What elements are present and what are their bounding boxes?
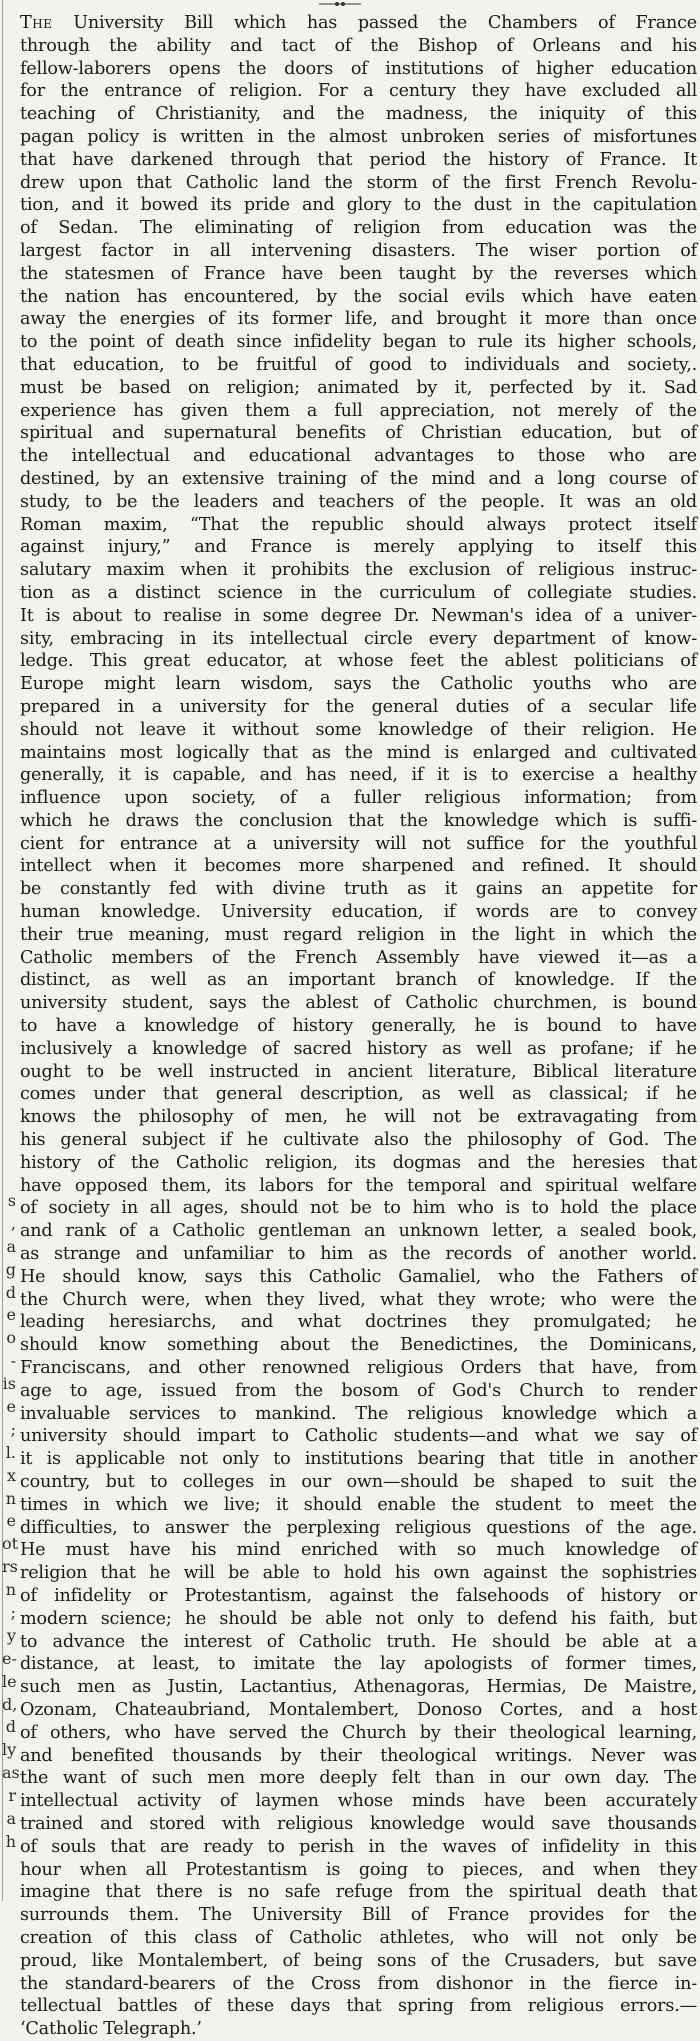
article-body — [20, 12, 697, 2041]
article-line: times in which we live; it should enable the student to meet the — [20, 1494, 697, 1515]
gutter-fragment: as — [2, 1763, 20, 1783]
adjacent-column-fragments — [2, 1190, 20, 1854]
article-line: ‘Catholic Telegraph.’ — [20, 2019, 202, 2040]
article-line: leading heresiarchs, and what doctrines they promulgated; he — [20, 1312, 697, 1333]
article-line: such men as Justin, Lactantius, Athenagoras, Hermias, De Maistre, — [20, 1677, 697, 1698]
article-line: spiritual and supernatural benefits of Christian education, but of — [20, 423, 697, 444]
gutter-fragment: a — [6, 1236, 16, 1256]
article-line: of society in all ages, should not be to him who is to hold the place — [20, 1198, 697, 1219]
article-line: cient for entrance at a university will not suffice for the youthful — [20, 833, 697, 854]
article-line: distance, at least, to imitate the lay apologists of former times, — [20, 1654, 697, 1675]
article-line: intellect when it becomes more sharpened and refined. It should — [20, 856, 697, 877]
gutter-fragment: d, — [2, 1694, 18, 1714]
article-line: tellectual battles of these days that spring from religious errors.— — [20, 1996, 697, 2017]
gutter-fragment: h — [5, 1831, 16, 1851]
gutter-fragment: e — [6, 1397, 16, 1417]
article-line: He should know, says this Catholic Gamaliel, who the Fathers of — [20, 1266, 697, 1287]
article-line: human knowledge. University education, if words are to convey — [20, 902, 697, 923]
article-line: modern science; he should be able not only to defend his faith, but — [20, 1608, 697, 1629]
article-line: He must have his mind enriched with so much knowledge of — [20, 1540, 697, 1561]
article-line: have opposed them, its labors for the temporal and spiritual welfare — [20, 1175, 697, 1196]
article-line: Catholic members of the French Assembly have viewed it—as a — [20, 947, 697, 968]
gutter-fragment: o — [6, 1328, 16, 1348]
article-line: should not leave it without some knowledge of their religion. He — [20, 719, 697, 740]
article-line — [20, 12, 697, 35]
article-line: destined, by an extensive training of the mind and a long course of — [20, 468, 697, 489]
article-line: be constantly fed with divine truth as it gains an appetite for — [20, 879, 697, 900]
gutter-fragment: le — [2, 1671, 17, 1691]
article-line: Roman maxim, “That the republic should always protect itself — [20, 514, 697, 535]
article-line: ought to be well instructed in ancient literature, Biblical literature — [20, 1061, 697, 1082]
gutter-fragment: n — [5, 1488, 16, 1508]
gutter-fragment: ; — [10, 1603, 16, 1623]
article-line: away the energies of its former life, and brought it more than once — [20, 309, 697, 330]
article-line: generally, it is capable, and has need, if it is to exercise a healthy — [20, 765, 697, 786]
article-line: of others, who have served the Church by their theological learning, — [20, 1722, 697, 1743]
article-line: fellow-laborers opens the doors of institutions of higher education — [20, 58, 697, 79]
article-line: invaluable services to mankind. The religious knowledge which a — [20, 1403, 697, 1424]
gutter-fragment: y — [6, 1625, 16, 1645]
article-line: creation of this class of Catholic athletes, who will not only be — [20, 1927, 697, 1948]
article-line: through the ability and tact of the Bishop of Orleans and his — [20, 35, 697, 56]
article-line: that have darkened through that period the history of France. It — [20, 149, 697, 170]
article-line: pagan policy is written in the almost unbroken series of misfortunes — [20, 126, 697, 147]
article-line-text: University Bill which has passed the Chambers of France — [52, 13, 697, 33]
article-line: the Church were, when they lived, what they wrote; who were the — [20, 1289, 697, 1310]
article-line: study, to be the leaders and teachers of the people. It was an old — [20, 491, 697, 512]
gutter-fragment: ; — [10, 1419, 16, 1439]
article-line: tion as a distinct science in the curriculum of collegiate studies. — [20, 582, 697, 603]
article-line: tion, and it bowed its pride and glory to the dust in the capitulation — [20, 195, 697, 216]
article-line: trained and stored with religious knowledge would save thousands — [20, 1813, 697, 1834]
article-line: the intellectual and educational advantages to those who are — [20, 446, 697, 467]
article-line: ledge. This great educator, at whose feet the ablest politicians of — [20, 651, 697, 672]
article-line: university student, says the ablest of Catholic churchmen, is bound — [20, 993, 697, 1014]
article-line: imagine that there is no safe refuge from the spiritual death that — [20, 1882, 697, 1903]
article-line: Franciscans, and other renowned religious Orders that have, from — [20, 1358, 697, 1379]
gutter-fragment: d — [5, 1717, 16, 1737]
gutter-fragment: is — [2, 1374, 16, 1394]
gutter-fragment: l. — [5, 1442, 16, 1462]
section-divider-ornament — [315, 0, 365, 10]
article-line: salutary maxim when it prohibits the exclusion of religious instruc- — [20, 560, 697, 581]
gutter-fragment: ly — [2, 1740, 17, 1760]
gutter-fragment: n — [5, 1580, 16, 1600]
article-line: intellectual activity of laymen whose minds have been accurately — [20, 1791, 697, 1812]
article-line: maintains most logically that as the mind is enlarged and cultivated — [20, 742, 697, 763]
gutter-fragment: e — [6, 1511, 16, 1531]
article-line: it is applicable not only to institutions bearing that title in another — [20, 1449, 697, 1470]
article-line: surrounds them. The University Bill of France provides for the — [20, 1905, 697, 1926]
opening-word: The — [20, 13, 53, 33]
article-line: country, but to colleges in our own—should be shaped to suit the — [20, 1472, 697, 1492]
gutter-fragment: d — [5, 1282, 16, 1302]
article-line: Ozonam, Chateaubriand, Montalembert, Donoso Cortes, and a host — [20, 1699, 697, 1720]
article-line: comes under that general description, as well as classical; if he — [20, 1084, 697, 1105]
article-line: university should impart to Catholic students—and what we say of — [20, 1426, 697, 1447]
article-line: against injury,” and France is merely applying to itself this — [20, 537, 697, 558]
article-line: his general subject if he cultivate also the philosophy of God. The — [20, 1130, 697, 1151]
article-line: hour when all Protestantism is going to pieces, and when they — [20, 1859, 697, 1880]
article-line: their true meaning, must regard religion in the light in which the — [20, 924, 697, 945]
article-line: age to age, issued from the bosom of God's Church to render — [20, 1380, 697, 1401]
article-line: drew upon that Catholic land the storm of the first French Revolu- — [20, 172, 697, 193]
article-line: influence upon society, of a fuller religious information; from — [20, 788, 697, 809]
article-line: should know something about the Benedictines, the Dominicans, — [20, 1335, 697, 1356]
article-line: to have a knowledge of history generally, he is bound to have — [20, 1016, 697, 1037]
article-line: of infidelity or Protestantism, against the falsehoods of history or — [20, 1585, 697, 1606]
article-line: prepared in a university for the general duties of a secular life — [20, 696, 697, 717]
gutter-fragment: r — [8, 1786, 16, 1806]
gutter-fragment: x — [6, 1465, 16, 1485]
article-line: knows the philosophy of men, he will not be extravagating from — [20, 1107, 697, 1128]
article-line: the nation has encountered, by the social evils which have eaten — [20, 286, 697, 307]
article-line: as strange and unfamiliar to him as the records of another world. — [20, 1244, 697, 1265]
article-line: the want of such men more deeply felt than in our own day. The — [20, 1768, 697, 1789]
article-line: distinct, as well as an important branch of knowledge. If the — [20, 970, 697, 991]
gutter-fragment: g — [5, 1259, 16, 1279]
article-line: religion that he will be able to hold his own against the sophistries — [20, 1563, 697, 1584]
article-line: the statesmen of France have been taught by the reverses which — [20, 263, 697, 284]
article-line: teaching of Christianity, and the madness, the iniquity of this — [20, 104, 697, 125]
gutter-fragment: a — [6, 1809, 16, 1829]
gutter-fragment: - — [10, 1351, 16, 1371]
gutter-fragment: ot — [2, 1534, 19, 1554]
gutter-fragment: , — [10, 1213, 16, 1233]
article-line: of Sedan. The eliminating of religion from education was the — [20, 218, 697, 239]
article-line: It is about to realise in some degree Dr. Newman's idea of a univer- — [20, 605, 697, 626]
article-line: of souls that are ready to perish in the waves of infidelity in this — [20, 1836, 697, 1857]
gutter-fragment: e- — [2, 1648, 17, 1668]
article-line: inclusively a knowledge of sacred history as well as profane; if he — [20, 1038, 697, 1059]
article-line: largest factor in all intervening disasters. The wiser portion of — [20, 240, 697, 261]
gutter-fragment: rs — [2, 1557, 18, 1577]
article-line: must be based on religion; animated by it, perfected by it. Sad — [20, 377, 697, 398]
article-line: history of the Catholic religion, its dogmas and the heresies that — [20, 1152, 697, 1173]
article-line: the standard-bearers of the Cross from dishonor in the fierce in- — [20, 1973, 697, 1994]
article-line: difficulties, to answer the perplexing religious questions of the age. — [20, 1517, 697, 1538]
article-line: sity, embracing in its intellectual circle every department of know- — [20, 628, 697, 649]
article-line: that education, to be fruitful of good to individuals and society,. — [20, 354, 697, 375]
article-line: to advance the interest of Catholic truth. He should be able at a — [20, 1631, 697, 1652]
article-line: and rank of a Catholic gentleman an unknown letter, a sealed book, — [20, 1221, 697, 1242]
article-line: which he draws the conclusion that the knowledge which is suffi- — [20, 810, 697, 831]
article-line: for the entrance of religion. For a century they have excluded all — [20, 81, 697, 102]
article-line: and benefited thousands by their theological writings. Never was — [20, 1745, 697, 1766]
article-line: Europe might learn wisdom, says the Catholic youths who are — [20, 674, 697, 695]
article-line: proud, like Montalembert, of being sons of the Crusaders, but save — [20, 1950, 697, 1971]
article-line: to the point of death since infidelity began to rule its higher schools, — [20, 332, 697, 353]
gutter-fragment: e — [6, 1305, 16, 1325]
article-line: experience has given them a full appreciation, not merely of the — [20, 400, 697, 421]
gutter-fragment: s — [7, 1191, 16, 1210]
